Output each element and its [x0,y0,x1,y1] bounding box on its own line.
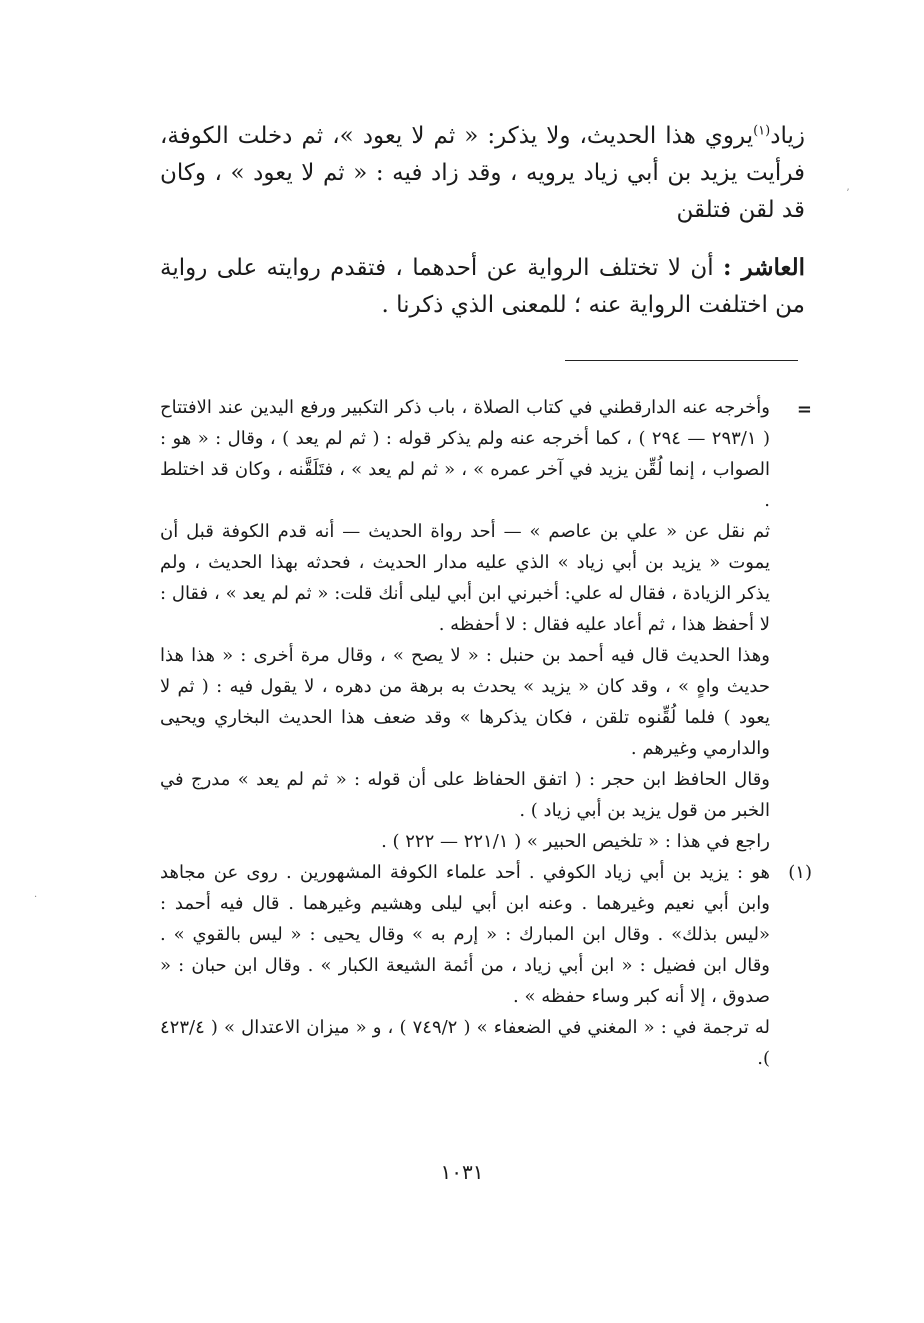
footnote-continuation [160,392,812,857]
page-number: ١٠٣١ [440,1160,484,1184]
footnote-continuation-line-5: راجع في هذا : « تلخيص الحبير » ( ٢٢١/١ — ٢٢٢ ) . [381,831,770,852]
footnote-1-marker: (١) [788,862,812,883]
footnote-reference-1: (١) [753,123,771,139]
footnote-1 [160,857,812,1074]
stray-mark-left: · [34,892,38,903]
main-paragraph-2-text: أن لا تختلف الرواية عن أحدهما ، فتقدم روايته على رواية من اختلفت الرواية عنه ؛ للمعنى الذي ذكرنا . [160,255,805,318]
main-paragraph-1-text: يروي هذا الحديث، ولا يذكر: « ثم لا يعود »، ثم دخلت الكوفة، فرأيت يزيد بن أبي زياد يرويه ، وقد زاد فيه : « ثم لا يعود » ، وكان قد لقن فتلقن [160,123,805,223]
footnote-continuation-line-3: وهذا الحديث قال فيه أحمد بن حنبل : « لا يصح » ، وقال مرة أخرى : « هذا هذا حديث واهٍ » ، وقد كان « يزيد » يحدث به برهة من دهره ، لا يقول فيه : ( ثم لا يعود ) فلما لُقِّنوه تلقن ، فكان يذكرها » وقد ضعف هذا الحديث البخاري ويحيى والدارمي وغيرهم . [160,645,770,759]
footnotes-section [160,392,812,1074]
main-text [160,118,805,324]
footnote-divider [565,360,798,361]
footnote-continuation-line-2: ثم نقل عن « علي بن عاصم » — أحد رواة الحديث — أنه قدم الكوفة قبل أن يموت « يزيد بن أبي زياد » الذي عليه مدار الحديث ، فحدثه بهذا الحديث ، ولم يذكر الزيادة ، فقال له علي: أخبرني ابن أبي ليلى أنك قلت: « ثم لم يعد » ، فقال : لا أحفظ هذا ، ثم أعاد عليه فقال : لا أحفظه . [160,521,770,635]
continuation-marker: = [796,399,812,420]
section-heading-tenth: العاشر : [723,254,806,281]
main-paragraph-2 [160,249,805,324]
footnote-continuation-line-1: وأخرجه عنه الدارقطني في كتاب الصلاة ، باب ذكر التكبير ورفع اليدين عند الافتتاح ( ٢٩٣/١ — ٢٩٤ ) ، كما أخرجه عنه ولم يذكر قوله : ( ثم لم يعد ) ، وقال : « هو : الصواب ، إنما لُقِّن يزيد في آخر عمره » ، « ثم لم يعد » ، فتَلَقَّنه ، وكان قد اختلط . [160,397,770,511]
footnote-1-line-2: له ترجمة في : « المغني في الضعفاء » ( ٧٤٩/٢ ) ، و « ميزان الاعتدال » ( ٤٢٣/٤ ). [160,1017,770,1069]
footnote-1-line-1: هو : يزيد بن أبي زياد الكوفي . أحد علماء الكوفة المشهورين . روى عن مجاهد وابن أبي نعيم وغيرهما . وعنه ابن أبي ليلى وهشيم وغيرهما . قال فيه أحمد : «ليس بذلك» . وقال ابن المبارك : « إرم به » وقال يحيى : « ليس بالقوي » . وقال ابن فضيل : « ابن أبي زياد ، من أئمة الشيعة الكبار » . وقال ابن حبان : « صدوق ، إلا أنه كبر وساء حفظه » . [160,862,770,1007]
main-paragraph-1-start: زياد [770,123,805,149]
footnote-continuation-line-4: وقال الحافظ ابن حجر : ( اتفق الحفاظ على أن قوله : « ثم لم يعد » مدرج في الخبر من قول يزيد بن أبي زياد ) . [160,769,770,821]
main-paragraph-1 [160,118,805,229]
stray-mark-top: ʼ [846,188,850,199]
